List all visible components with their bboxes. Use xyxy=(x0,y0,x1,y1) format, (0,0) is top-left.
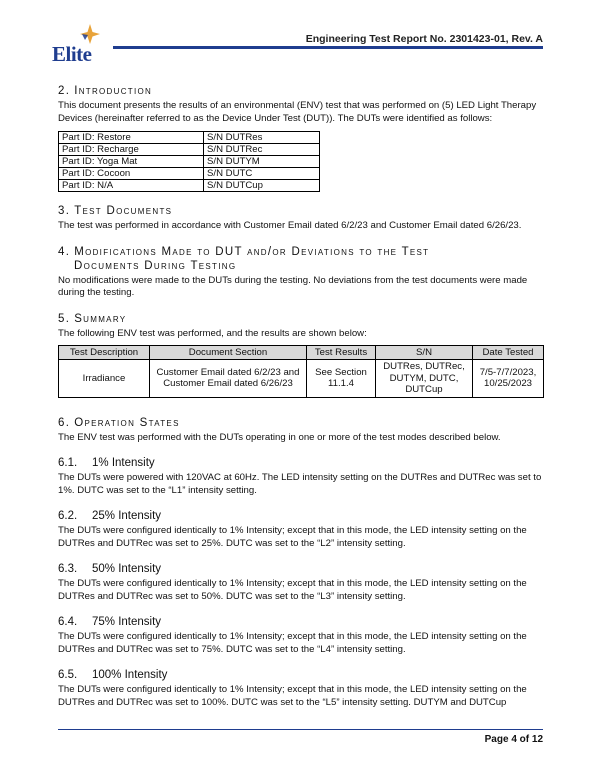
footer-divider xyxy=(58,729,543,730)
operation-states-text: The ENV test was performed with the DUTs operating in one or more of the test modes described below. xyxy=(58,431,501,443)
section-heading-operation-states: 6. Operation States xyxy=(58,416,180,429)
subsection-text-25-percent: The DUTs were configured identically to 1% Intensity; except that in this mode, the LED intensity setting on the DUTRes and DUTRec was set to 25%. DUTC was set to the “L2” intensity setting. xyxy=(58,525,527,549)
table-row: Part ID: N/A S/N DUTCup xyxy=(59,180,320,192)
report-body xyxy=(58,84,543,709)
report-title: Engineering Test Report No. 2301423-01, Rev. A xyxy=(305,33,543,45)
subsection-text-50-percent: The DUTs were configured identically to 1% Intensity; except that in this mode, the LED intensity setting on the DUTRes and DUTRec was set to 50%. DUTC was set to the “L3” intensity setting. xyxy=(58,578,527,602)
subsection-heading-1-percent: 6.1. 1% Intensity xyxy=(58,457,155,469)
summary-text: The following ENV test was performed, and the results are shown below: xyxy=(58,327,367,339)
modifications-text: No modifications were made to the DUTs during the testing. No deviations from the test documents were made during the testing. xyxy=(58,274,528,298)
section-heading-introduction: 2. Introduction xyxy=(58,85,153,97)
table-row: Part ID: Recharge S/N DUTRec xyxy=(59,144,320,156)
dut-parts-table xyxy=(58,131,320,192)
subsection-text-1-percent: The DUTs were powered with 120VAC at 60Hz. The LED intensity setting on the DUTRes and DUTRec was set to 1%. DUTC was set to the “L1” intensity setting. xyxy=(58,472,542,496)
table-row: Part ID: Restore S/N DUTRes xyxy=(59,132,320,144)
introduction-text: This document presents the results of an environmental (ENV) test that was performed on (5) LED Light Therapy Devices (hereinafter referred to as the Device Under Test (DUT)). The DUTs were identified as follows: xyxy=(58,100,537,124)
summary-table xyxy=(58,345,544,398)
subsection-heading-25-percent: 6.2. 25% Intensity xyxy=(58,510,162,522)
header-divider xyxy=(113,46,543,49)
table-row: Part ID: Cocoon S/N DUTC xyxy=(59,168,320,180)
subsection-heading-100-percent: 6.5. 100% Intensity xyxy=(58,669,168,681)
test-documents-text: The test was performed in accordance with Customer Email dated 6/2/23 and Customer Email dated 6/26/23. xyxy=(58,220,522,231)
section-heading-summary: 5. Summary xyxy=(58,312,127,325)
table-row: Irradiance Customer Email dated 6/2/23 and Customer Email dated 6/26/23 See Section 11.1.4 DUTRes, DUTRec, DUTYM, DUTC, DUTCup 7/5-7/7/2023, 10/25/2023 xyxy=(59,360,544,398)
table-header-row: Test Description Document Section Test Results S/N Date Tested xyxy=(59,346,544,360)
subsection-text-75-percent: The DUTs were configured identically to 1% Intensity; except that in this mode, the LED intensity setting on the DUTRes and DUTRec was set to 75%. DUTC was set to the “L4” intensity setting. xyxy=(58,631,527,655)
subsection-text-100-percent: The DUTs were configured identically to 1% Intensity; except that in this mode, the LED intensity setting on the DUTRes and DUTRec was set to 100%. DUTC was set to the “L5” intensity setting. DUTYM and DUTCup xyxy=(58,684,527,708)
section-heading-test-documents: 3. Test Documents xyxy=(58,205,173,217)
section-heading-modifications: 4. Modifications Made to DUT and/or Deviations to the Test Documents During Testing xyxy=(58,245,430,272)
company-logo xyxy=(52,22,112,68)
subsection-heading-75-percent: 6.4. 75% Intensity xyxy=(58,616,162,628)
subsection-heading-50-percent: 6.3. 50% Intensity xyxy=(58,563,162,575)
table-row: Part ID: Yoga Mat S/N DUTYM xyxy=(59,156,320,168)
logo-wordmark: Elite xyxy=(52,42,92,66)
page-number: Page 4 of 12 xyxy=(484,734,543,745)
